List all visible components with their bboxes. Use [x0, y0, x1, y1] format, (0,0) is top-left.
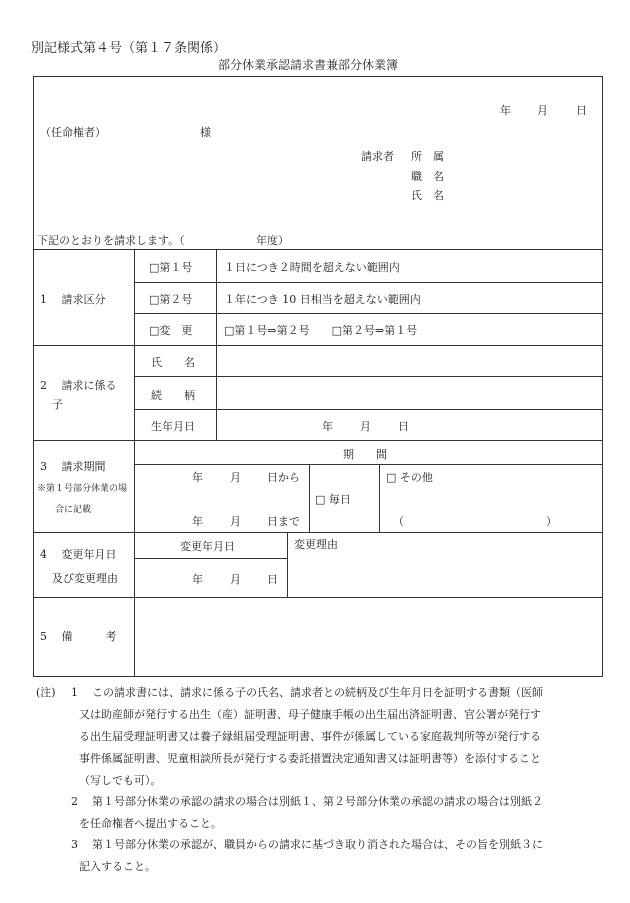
section2-label: 2 請求に係る — [40, 379, 117, 392]
other-paren-open: （ — [393, 515, 404, 528]
section3-note-2: 合に記載 — [55, 505, 92, 515]
birth-month-label: 月 — [360, 420, 371, 433]
change-year-label: 年 — [192, 573, 203, 586]
note3-line: 記入すること。 — [79, 860, 156, 873]
note1-line: る出生届受理証明書又は養子縁組届受理証明書、事件が係属している家庭裁判所等が発行する — [79, 730, 541, 743]
section1-desc-3: □第１号⇒第２号 □第２号⇒第１号 — [224, 324, 418, 337]
note1-line: 又は助産師が発行する出生（産）証明書、母子健康手帳の出生届出済証明書、官公署が発行す — [79, 708, 541, 721]
section5-label: 5 備 考 — [40, 630, 117, 643]
note1-line: （写しでも可）。 — [79, 774, 162, 787]
note1-line: 事件係属証明書、児童相談所長が発行する委託措置決定通知書又は証明書等）を添付すること — [79, 752, 541, 765]
section3-note-1: ※第１号部分休業の場 — [37, 484, 128, 494]
section1-desc-1: １日につき２時間を超えない範囲内 — [224, 261, 400, 274]
from-day-label: 日から — [267, 471, 300, 484]
from-year-label: 年 — [192, 471, 203, 484]
change-date-header: 変更年月日 — [180, 540, 235, 553]
fiscal-year-label: 年度） — [256, 234, 289, 247]
divider — [134, 464, 603, 465]
name-label: 氏 名 — [411, 189, 444, 202]
note1-line: この請求書には、請求に係る子の氏名、請求者との続柄及び生年月日を証明する書類（医師 — [92, 686, 543, 699]
request-sentence: 下記のとおりを請求します。（ — [37, 234, 185, 247]
date-year-label: 年 — [500, 104, 511, 117]
divider — [287, 532, 288, 597]
divider — [33, 532, 603, 533]
to-year-label: 年 — [192, 515, 203, 528]
section3-label: 3 請求期間 — [40, 460, 106, 473]
notes-prefix: (注) — [36, 686, 56, 699]
change-month-label: 月 — [230, 573, 241, 586]
section4-label-2: 及び変更理由 — [52, 572, 118, 585]
date-month-label: 月 — [537, 104, 548, 117]
divider — [134, 558, 287, 559]
date-day-label: 日 — [576, 104, 587, 117]
note3-number: 3 — [71, 838, 78, 851]
to-month-label: 月 — [230, 515, 241, 528]
affiliation-label: 所 属 — [411, 150, 444, 163]
appointer-label: （任命権者） — [40, 126, 106, 139]
divider — [134, 376, 603, 377]
section1-code-1: □第１号 — [149, 261, 193, 274]
section4-label: 4 変更年月日 — [40, 548, 117, 561]
birth-day-label: 日 — [398, 420, 409, 433]
divider — [33, 597, 603, 598]
divider — [134, 313, 603, 314]
divider — [33, 440, 603, 441]
section1-desc-2: １年につき 10 日相当を超えない範囲内 — [224, 293, 421, 306]
child-relation-label: 続 柄 — [151, 389, 195, 402]
section1-code-2: □第２号 — [149, 293, 193, 306]
child-name-label: 氏 名 — [151, 356, 195, 369]
divider — [33, 345, 603, 346]
form-id: 別記様式第４号（第１７条関係） — [31, 41, 227, 56]
position-label: 職 名 — [411, 170, 444, 183]
divider — [134, 249, 135, 677]
from-month-label: 月 — [230, 471, 241, 484]
divider — [216, 249, 217, 440]
other-paren-close: ） — [546, 515, 557, 528]
change-day-label: 日 — [267, 573, 278, 586]
to-day-label: 日まで — [267, 515, 300, 528]
divider — [33, 249, 603, 250]
note2-line: 第１号部分休業の承認の請求の場合は別紙１、第２号部分休業の承認の請求の場合は別紙２ — [92, 795, 543, 808]
form-title: 部分休業承認請求書兼部分休業簿 — [218, 58, 399, 72]
divider — [379, 464, 380, 532]
divider — [134, 282, 603, 283]
section2-label-2: 子 — [52, 398, 63, 411]
section1-code-3: □変 更 — [149, 324, 193, 337]
requester-label: 請求者 — [361, 150, 394, 163]
birth-year-label: 年 — [322, 420, 333, 433]
section1-label: 1 請求区分 — [40, 293, 106, 306]
note1-number: 1 — [71, 686, 78, 699]
period-header: 期 間 — [343, 448, 387, 461]
sama-label: 様 — [200, 126, 211, 139]
divider — [309, 464, 310, 532]
child-birth-label: 生年月日 — [151, 420, 195, 433]
change-reason-header: 変更理由 — [294, 538, 338, 551]
daily-checkbox-label: □ 毎日 — [315, 493, 351, 506]
divider — [134, 409, 603, 410]
other-checkbox-label: □ その他 — [386, 471, 433, 484]
note2-line: を任命権者へ提出すること。 — [79, 817, 222, 830]
note2-number: 2 — [71, 795, 78, 808]
note3-line: 第１号部分休業の承認が、職員からの請求に基づき取り消された場合は、その旨を別紙３に — [92, 838, 543, 851]
